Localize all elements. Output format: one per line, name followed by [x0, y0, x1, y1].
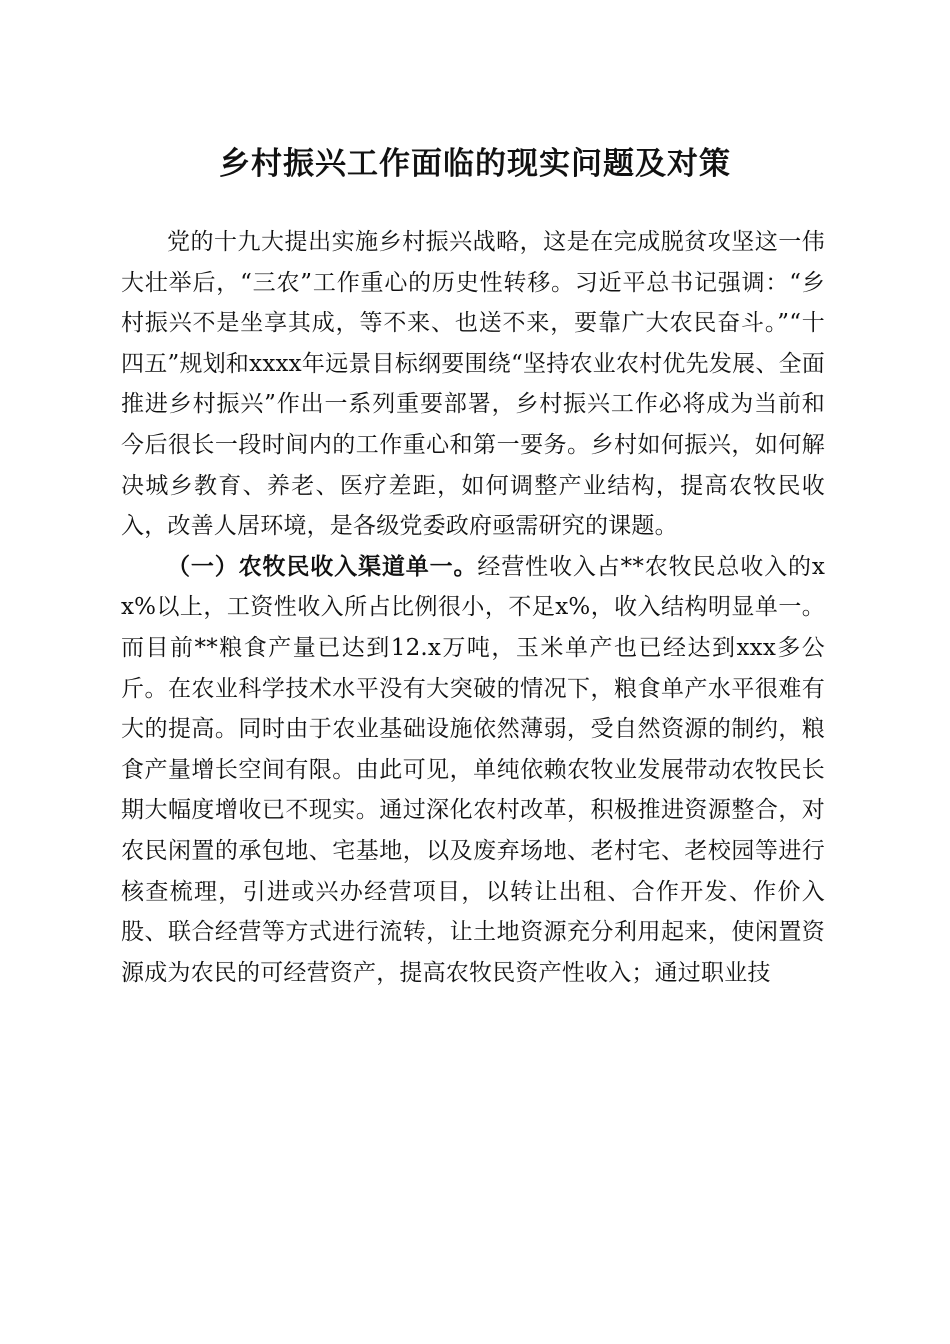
document-title: 乡村振兴工作面临的现实问题及对策 — [219, 146, 731, 182]
intro-paragraph-text: 党的十九大提出实施乡村振兴战略，这是在完成脱贫攻坚这一伟大壮举后，“三农”工作重心的历史性转移。习近平总书记强调：“乡村振兴不是坐享其成，等不来、也送不来，要靠广大农民奋斗。”“十四五”规划和xxxx年远景目标纲要围绕“坚持农业农村优先发展、全面推进乡村振兴”作出一系列重要部署，乡村振兴工作必将成为当前和今后很长一段时间内的工作重心和第一要务。乡村如何振兴，如何解决城乡教育、养老、医疗差距，如何调整产业结构，提高农牧民收入，改善人居环境，是各级党委政府亟需研究的课题。 — [121, 229, 825, 540]
section-1-heading: （一）农牧民收入渠道单一。 — [167, 552, 478, 580]
section-1-paragraph — [121, 547, 825, 994]
intro-paragraph — [121, 222, 825, 547]
section-1-text: 经营性收入占**农牧民总收入的xx%以上，工资性收入所占比例很小，不足x%，收入结构明显单一。而目前**粮食产量已达到12.x万吨，玉米单产也已经达到xxx多公斤。在农业科学技术水平没有大突破的情况下，粮食单产水平很难有大的提高。同时由于农业基础设施依然薄弱，受自然资源的制约，粮食产量增长空间有限。由此可见，单纯依赖农牧业发展带动农牧民长期大幅度增收已不现实。通过深化农村改革，积极推进资源整合，对农民闲置的承包地、宅基地，以及废弃场地、老村宅、老校园等进行核查梳理，引进或兴办经营项目，以转让出租、合作开发、作价入股、联合经营等方式进行流转，让土地资源充分利用起来，使闲置资源成为农民的可经营资产，提高农牧民资产性收入；通过职业技 — [121, 553, 825, 986]
document-body — [121, 222, 825, 993]
